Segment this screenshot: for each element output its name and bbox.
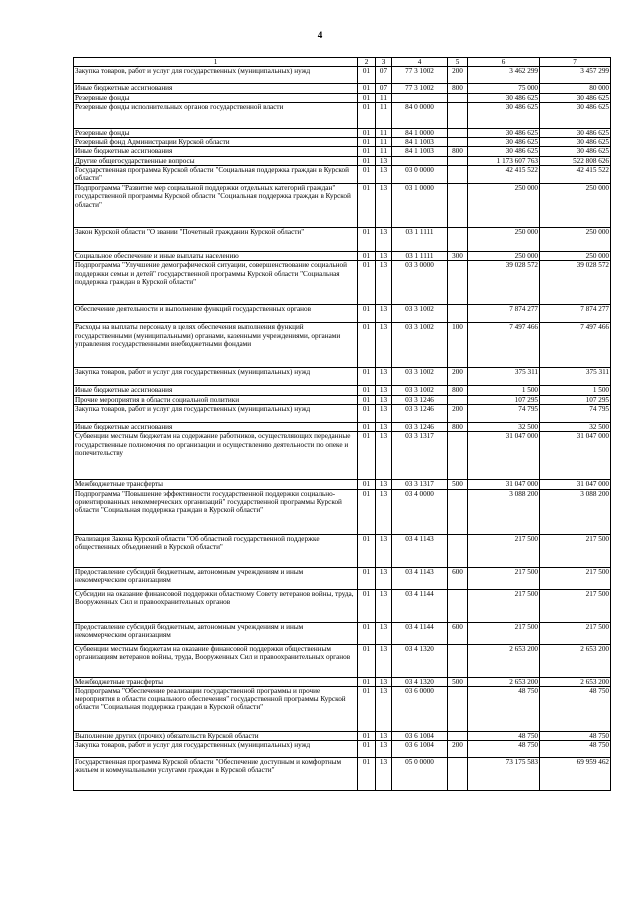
target-article-code: 03 4 1144 — [392, 589, 448, 622]
expense-type-code: 600 — [448, 622, 468, 644]
amount-year-1: 30 486 625 — [468, 93, 540, 102]
section-code: 01 — [358, 489, 376, 534]
expense-type-code: 100 — [448, 323, 468, 368]
column-number-row — [74, 58, 611, 67]
amount-year-1: 32 500 — [468, 422, 540, 431]
target-article-code: 03 3 1002 — [392, 386, 448, 395]
amount-year-1: 75 000 — [468, 84, 540, 93]
subsection-code: 13 — [376, 589, 392, 622]
subsection-code: 13 — [376, 184, 392, 228]
row-name: Закон Курской области "О звании "Почетный гражданин Курской области" — [74, 228, 358, 252]
expense-type-code: 500 — [448, 677, 468, 686]
expense-type-code: 800 — [448, 84, 468, 93]
amount-year-2: 250 000 — [540, 228, 611, 252]
amount-year-1: 2 653 200 — [468, 677, 540, 686]
row-name: Иные бюджетные ассигнования — [74, 147, 358, 156]
subsection-code: 13 — [376, 252, 392, 261]
expense-type-code — [448, 93, 468, 102]
table-row — [74, 386, 611, 395]
row-name: Субсидии на оказание финансовой поддержки областному Совету ветеранов войны, труда, Вооруженных Сил и правоохранительных органов — [74, 589, 358, 622]
amount-year-2: 30 486 625 — [540, 102, 611, 128]
expense-type-code — [448, 686, 468, 731]
table-row — [74, 731, 611, 740]
amount-year-1: 31 047 000 — [468, 432, 540, 480]
amount-year-1: 3 088 200 — [468, 489, 540, 534]
target-article-code: 03 4 1320 — [392, 677, 448, 686]
subsection-code: 13 — [376, 395, 392, 404]
target-article-code: 84 1 0000 — [392, 128, 448, 137]
expense-type-code — [448, 432, 468, 480]
expense-type-code: 600 — [448, 567, 468, 589]
amount-year-2: 217 500 — [540, 589, 611, 622]
target-article-code: 03 6 0000 — [392, 686, 448, 731]
row-name: Межбюджетные трансферты — [74, 677, 358, 686]
section-code: 01 — [358, 323, 376, 368]
target-article-code: 84 1 1003 — [392, 147, 448, 156]
amount-year-2: 1 500 — [540, 386, 611, 395]
amount-year-2: 3 088 200 — [540, 489, 611, 534]
target-article-code: 77 3 1002 — [392, 67, 448, 84]
target-article-code: 03 4 0000 — [392, 489, 448, 534]
target-article-code: 03 3 1246 — [392, 422, 448, 431]
subsection-code: 13 — [376, 422, 392, 431]
expense-type-code — [448, 534, 468, 567]
amount-year-2: 217 500 — [540, 622, 611, 644]
target-article-code: 77 3 1002 — [392, 84, 448, 93]
amount-year-2: 3 457 299 — [540, 67, 611, 84]
section-code: 01 — [358, 147, 376, 156]
subsection-code: 11 — [376, 128, 392, 137]
section-code: 01 — [358, 686, 376, 731]
section-code: 01 — [358, 404, 376, 422]
section-code: 01 — [358, 534, 376, 567]
amount-year-1: 250 000 — [468, 184, 540, 228]
column-number: 1 — [74, 58, 358, 67]
target-article-code: 03 3 1002 — [392, 368, 448, 386]
subsection-code: 13 — [376, 758, 392, 791]
row-name: Иные бюджетные ассигнования — [74, 84, 358, 93]
table-row — [74, 567, 611, 589]
section-code: 01 — [358, 102, 376, 128]
amount-year-1: 30 486 625 — [468, 138, 540, 147]
table-row — [74, 404, 611, 422]
table-row — [74, 741, 611, 758]
target-article-code: 03 3 1317 — [392, 432, 448, 480]
row-name: Социальное обеспечение и иные выплаты населению — [74, 252, 358, 261]
table-row — [74, 422, 611, 431]
row-name: Прочие мероприятия в области социальной политики — [74, 395, 358, 404]
section-code: 01 — [358, 480, 376, 489]
target-article-code: 03 3 1246 — [392, 404, 448, 422]
expense-type-code: 200 — [448, 741, 468, 758]
expense-type-code: 800 — [448, 422, 468, 431]
row-name: Расходы на выплаты персоналу в целях обеспечения выполнения функций государственными (муниципальными) органами, казенными учреждениями, органами управления государственными внебюджетными фондами — [74, 323, 358, 368]
table-row — [74, 252, 611, 261]
subsection-code: 13 — [376, 534, 392, 567]
target-article-code: 03 3 1002 — [392, 305, 448, 323]
row-name: Подпрограмма "Развитие мер социальной поддержки отдельных категорий граждан" государственной программы Курской области "Социальная поддержка граждан в Курской области" — [74, 184, 358, 228]
amount-year-1: 48 750 — [468, 731, 540, 740]
amount-year-2: 217 500 — [540, 567, 611, 589]
amount-year-2: 7 874 277 — [540, 305, 611, 323]
amount-year-2: 48 750 — [540, 741, 611, 758]
expense-type-code: 200 — [448, 404, 468, 422]
section-code: 01 — [358, 432, 376, 480]
table-row — [74, 138, 611, 147]
section-code: 01 — [358, 261, 376, 305]
expense-type-code — [448, 261, 468, 305]
subsection-code: 13 — [376, 677, 392, 686]
table-row — [74, 166, 611, 184]
amount-year-1: 375 311 — [468, 368, 540, 386]
row-name: Субвенции местным бюджетам на содержание работников, осуществляющих переданные государственные полномочия по организации и осуществлению деятельности по опеке и попечительству — [74, 432, 358, 480]
table-row — [74, 686, 611, 731]
subsection-code: 13 — [376, 731, 392, 740]
table-row — [74, 589, 611, 622]
amount-year-2: 522 808 626 — [540, 156, 611, 165]
subsection-code: 13 — [376, 489, 392, 534]
amount-year-2: 48 750 — [540, 731, 611, 740]
expense-type-code — [448, 758, 468, 791]
subsection-code: 13 — [376, 386, 392, 395]
target-article-code: 03 1 1111 — [392, 228, 448, 252]
table-row — [74, 395, 611, 404]
column-number: 2 — [358, 58, 376, 67]
section-code: 01 — [358, 84, 376, 93]
amount-year-1: 250 000 — [468, 252, 540, 261]
expense-type-code: 800 — [448, 147, 468, 156]
page-number: 4 — [317, 30, 323, 40]
target-article-code: 03 1 0000 — [392, 184, 448, 228]
amount-year-2: 250 000 — [540, 252, 611, 261]
subsection-code: 13 — [376, 480, 392, 489]
amount-year-2: 250 000 — [540, 184, 611, 228]
table-row — [74, 147, 611, 156]
expense-type-code: 200 — [448, 67, 468, 84]
amount-year-1: 217 500 — [468, 622, 540, 644]
amount-year-2: 30 486 625 — [540, 128, 611, 137]
section-code: 01 — [358, 731, 376, 740]
amount-year-2: 2 653 200 — [540, 677, 611, 686]
amount-year-1: 30 486 625 — [468, 102, 540, 128]
expense-type-code — [448, 138, 468, 147]
subsection-code: 13 — [376, 622, 392, 644]
amount-year-1: 48 750 — [468, 686, 540, 731]
section-code: 01 — [358, 67, 376, 84]
amount-year-1: 30 486 625 — [468, 147, 540, 156]
budget-table — [73, 57, 611, 791]
section-code: 01 — [358, 166, 376, 184]
target-article-code: 03 4 1144 — [392, 622, 448, 644]
section-code: 01 — [358, 567, 376, 589]
table-row — [74, 305, 611, 323]
expense-type-code — [448, 395, 468, 404]
table-row — [74, 432, 611, 480]
amount-year-1: 31 047 000 — [468, 480, 540, 489]
section-code: 01 — [358, 252, 376, 261]
target-article-code: 03 3 1246 — [392, 395, 448, 404]
row-name: Резервные фонды — [74, 128, 358, 137]
section-code: 01 — [358, 156, 376, 165]
section-code: 01 — [358, 386, 376, 395]
amount-year-2: 2 653 200 — [540, 644, 611, 677]
row-name: Государственная программа Курской области "Обеспечение доступным и комфортным жильем и коммунальными услугами граждан в Курской области" — [74, 758, 358, 791]
target-article-code: 03 4 1320 — [392, 644, 448, 677]
table-row — [74, 128, 611, 137]
table-row — [74, 67, 611, 84]
subsection-code: 13 — [376, 368, 392, 386]
row-name: Иные бюджетные ассигнования — [74, 422, 358, 431]
expense-type-code — [448, 184, 468, 228]
amount-year-2: 31 047 000 — [540, 480, 611, 489]
row-name: Закупка товаров, работ и услуг для государственных (муниципальных) нужд — [74, 404, 358, 422]
subsection-code: 11 — [376, 93, 392, 102]
table-row — [74, 156, 611, 165]
subsection-code: 13 — [376, 156, 392, 165]
subsection-code: 07 — [376, 84, 392, 93]
section-code: 01 — [358, 128, 376, 137]
row-name: Подпрограмма "Улучшение демографической ситуации, совершенствование социальной поддержки семьи и детей" государственной программы Курской области "Социальная поддержка граждан в Курской области" — [74, 261, 358, 305]
amount-year-1: 217 500 — [468, 567, 540, 589]
amount-year-1: 217 500 — [468, 589, 540, 622]
row-name: Другие общегосударственные вопросы — [74, 156, 358, 165]
row-name: Субвенции местным бюджетам на оказание финансовой поддержки общественным организациям ветеранов войны, труда, Вооруженных Сил и правоохранительных органов — [74, 644, 358, 677]
amount-year-2: 48 750 — [540, 686, 611, 731]
target-article-code: 84 1 1003 — [392, 138, 448, 147]
table-row — [74, 534, 611, 567]
amount-year-2: 217 500 — [540, 534, 611, 567]
amount-year-1: 7 874 277 — [468, 305, 540, 323]
subsection-code: 13 — [376, 166, 392, 184]
subsection-code: 13 — [376, 432, 392, 480]
amount-year-2: 42 415 522 — [540, 166, 611, 184]
subsection-code: 13 — [376, 404, 392, 422]
expense-type-code — [448, 228, 468, 252]
table-row — [74, 184, 611, 228]
table-row — [74, 93, 611, 102]
target-article-code: 84 0 0000 — [392, 102, 448, 128]
expense-type-code — [448, 731, 468, 740]
amount-year-2: 39 028 572 — [540, 261, 611, 305]
section-code: 01 — [358, 622, 376, 644]
amount-year-2: 30 486 625 — [540, 138, 611, 147]
amount-year-1: 2 653 200 — [468, 644, 540, 677]
table-row — [74, 261, 611, 305]
subsection-code: 13 — [376, 741, 392, 758]
column-number: 5 — [448, 58, 468, 67]
section-code: 01 — [358, 368, 376, 386]
expense-type-code — [448, 644, 468, 677]
amount-year-1: 1 173 607 763 — [468, 156, 540, 165]
expense-type-code — [448, 102, 468, 128]
budget-table-body — [74, 58, 611, 791]
target-article-code: 03 6 1004 — [392, 741, 448, 758]
row-name: Иные бюджетные ассигнования — [74, 386, 358, 395]
amount-year-1: 217 500 — [468, 534, 540, 567]
subsection-code: 13 — [376, 567, 392, 589]
amount-year-1: 48 750 — [468, 741, 540, 758]
target-article-code: 05 0 0000 — [392, 758, 448, 791]
column-number: 7 — [540, 58, 611, 67]
section-code: 01 — [358, 184, 376, 228]
target-article-code: 03 3 1002 — [392, 323, 448, 368]
section-code: 01 — [358, 422, 376, 431]
amount-year-2: 31 047 000 — [540, 432, 611, 480]
section-code: 01 — [358, 677, 376, 686]
row-name: Предоставление субсидий бюджетным, автономным учреждениям и иным некоммерческим организациям — [74, 622, 358, 644]
amount-year-2: 7 497 466 — [540, 323, 611, 368]
table-row — [74, 480, 611, 489]
subsection-code: 13 — [376, 305, 392, 323]
column-number: 6 — [468, 58, 540, 67]
table-row — [74, 84, 611, 93]
target-article-code: 03 4 1143 — [392, 567, 448, 589]
section-code: 01 — [358, 228, 376, 252]
row-name: Выполнение других (прочих) обязательств Курской области — [74, 731, 358, 740]
section-code: 01 — [358, 589, 376, 622]
row-name: Резервные фонды — [74, 93, 358, 102]
section-code: 01 — [358, 741, 376, 758]
subsection-code: 13 — [376, 644, 392, 677]
target-article-code: 03 3 0000 — [392, 261, 448, 305]
expense-type-code — [448, 156, 468, 165]
row-name: Обеспечение деятельности и выполнение функций государственных органов — [74, 305, 358, 323]
expense-type-code: 500 — [448, 480, 468, 489]
amount-year-1: 250 000 — [468, 228, 540, 252]
amount-year-2: 30 486 625 — [540, 147, 611, 156]
subsection-code: 13 — [376, 228, 392, 252]
expense-type-code: 800 — [448, 386, 468, 395]
expense-type-code — [448, 128, 468, 137]
row-name: Реализация Закона Курской области "Об областной государственной поддержке общественных объединений в Курской области" — [74, 534, 358, 567]
table-row — [74, 622, 611, 644]
amount-year-2: 32 500 — [540, 422, 611, 431]
amount-year-1: 73 175 583 — [468, 758, 540, 791]
amount-year-1: 30 486 625 — [468, 128, 540, 137]
amount-year-1: 74 795 — [468, 404, 540, 422]
subsection-code: 11 — [376, 102, 392, 128]
table-row — [74, 644, 611, 677]
column-number: 4 — [392, 58, 448, 67]
row-name: Подпрограмма "Обеспечение реализации государственной программы и прочие мероприятия в области социального обеспечения" государственной программы Курской области "Социальная поддержка граждан в Курской области" — [74, 686, 358, 731]
subsection-code: 07 — [376, 67, 392, 84]
table-row — [74, 368, 611, 386]
row-name: Резервные фонды исполнительных органов государственной власти — [74, 102, 358, 128]
target-article-code: 03 1 1111 — [392, 252, 448, 261]
column-number: 3 — [376, 58, 392, 67]
amount-year-1: 1 500 — [468, 386, 540, 395]
expense-type-code — [448, 305, 468, 323]
section-code: 01 — [358, 758, 376, 791]
amount-year-2: 74 795 — [540, 404, 611, 422]
table-row — [74, 489, 611, 534]
subsection-code: 11 — [376, 138, 392, 147]
section-code: 01 — [358, 305, 376, 323]
table-row — [74, 102, 611, 128]
amount-year-1: 107 295 — [468, 395, 540, 404]
section-code: 01 — [358, 138, 376, 147]
row-name: Закупка товаров, работ и услуг для государственных (муниципальных) нужд — [74, 741, 358, 758]
expense-type-code — [448, 489, 468, 534]
amount-year-2: 69 959 462 — [540, 758, 611, 791]
target-article-code: 03 6 1004 — [392, 731, 448, 740]
row-name: Закупка товаров, работ и услуг для государственных (муниципальных) нужд — [74, 67, 358, 84]
expense-type-code — [448, 166, 468, 184]
amount-year-1: 7 497 466 — [468, 323, 540, 368]
target-article-code: 03 0 0000 — [392, 166, 448, 184]
amount-year-2: 107 295 — [540, 395, 611, 404]
section-code: 01 — [358, 644, 376, 677]
row-name: Закупка товаров, работ и услуг для государственных (муниципальных) нужд — [74, 368, 358, 386]
row-name: Резервный фонд Администрации Курской области — [74, 138, 358, 147]
target-article-code — [392, 93, 448, 102]
section-code: 01 — [358, 93, 376, 102]
row-name: Подпрограмма "Повышение эффективности государственной поддержки социально-ориентированных некоммерческих организаций" государственной программы Курской области "Социальная поддержка граждан в Курской области" — [74, 489, 358, 534]
table-row — [74, 758, 611, 791]
target-article-code: 03 4 1143 — [392, 534, 448, 567]
row-name: Предоставление субсидий бюджетным, автономным учреждениям и иным некоммерческим организациям — [74, 567, 358, 589]
target-article-code: 03 3 1317 — [392, 480, 448, 489]
table-row — [74, 228, 611, 252]
amount-year-2: 375 311 — [540, 368, 611, 386]
subsection-code: 13 — [376, 323, 392, 368]
table-row — [74, 677, 611, 686]
amount-year-1: 3 462 299 — [468, 67, 540, 84]
amount-year-1: 39 028 572 — [468, 261, 540, 305]
subsection-code: 11 — [376, 147, 392, 156]
amount-year-2: 80 000 — [540, 84, 611, 93]
section-code: 01 — [358, 395, 376, 404]
amount-year-2: 30 486 625 — [540, 93, 611, 102]
row-name: Государственная программа Курской области "Социальная поддержка граждан в Курской области" — [74, 166, 358, 184]
table-row — [74, 323, 611, 368]
expense-type-code: 200 — [448, 368, 468, 386]
subsection-code: 13 — [376, 686, 392, 731]
expense-type-code — [448, 589, 468, 622]
amount-year-1: 42 415 522 — [468, 166, 540, 184]
expense-type-code: 300 — [448, 252, 468, 261]
target-article-code — [392, 156, 448, 165]
subsection-code: 13 — [376, 261, 392, 305]
row-name: Межбюджетные трансферты — [74, 480, 358, 489]
